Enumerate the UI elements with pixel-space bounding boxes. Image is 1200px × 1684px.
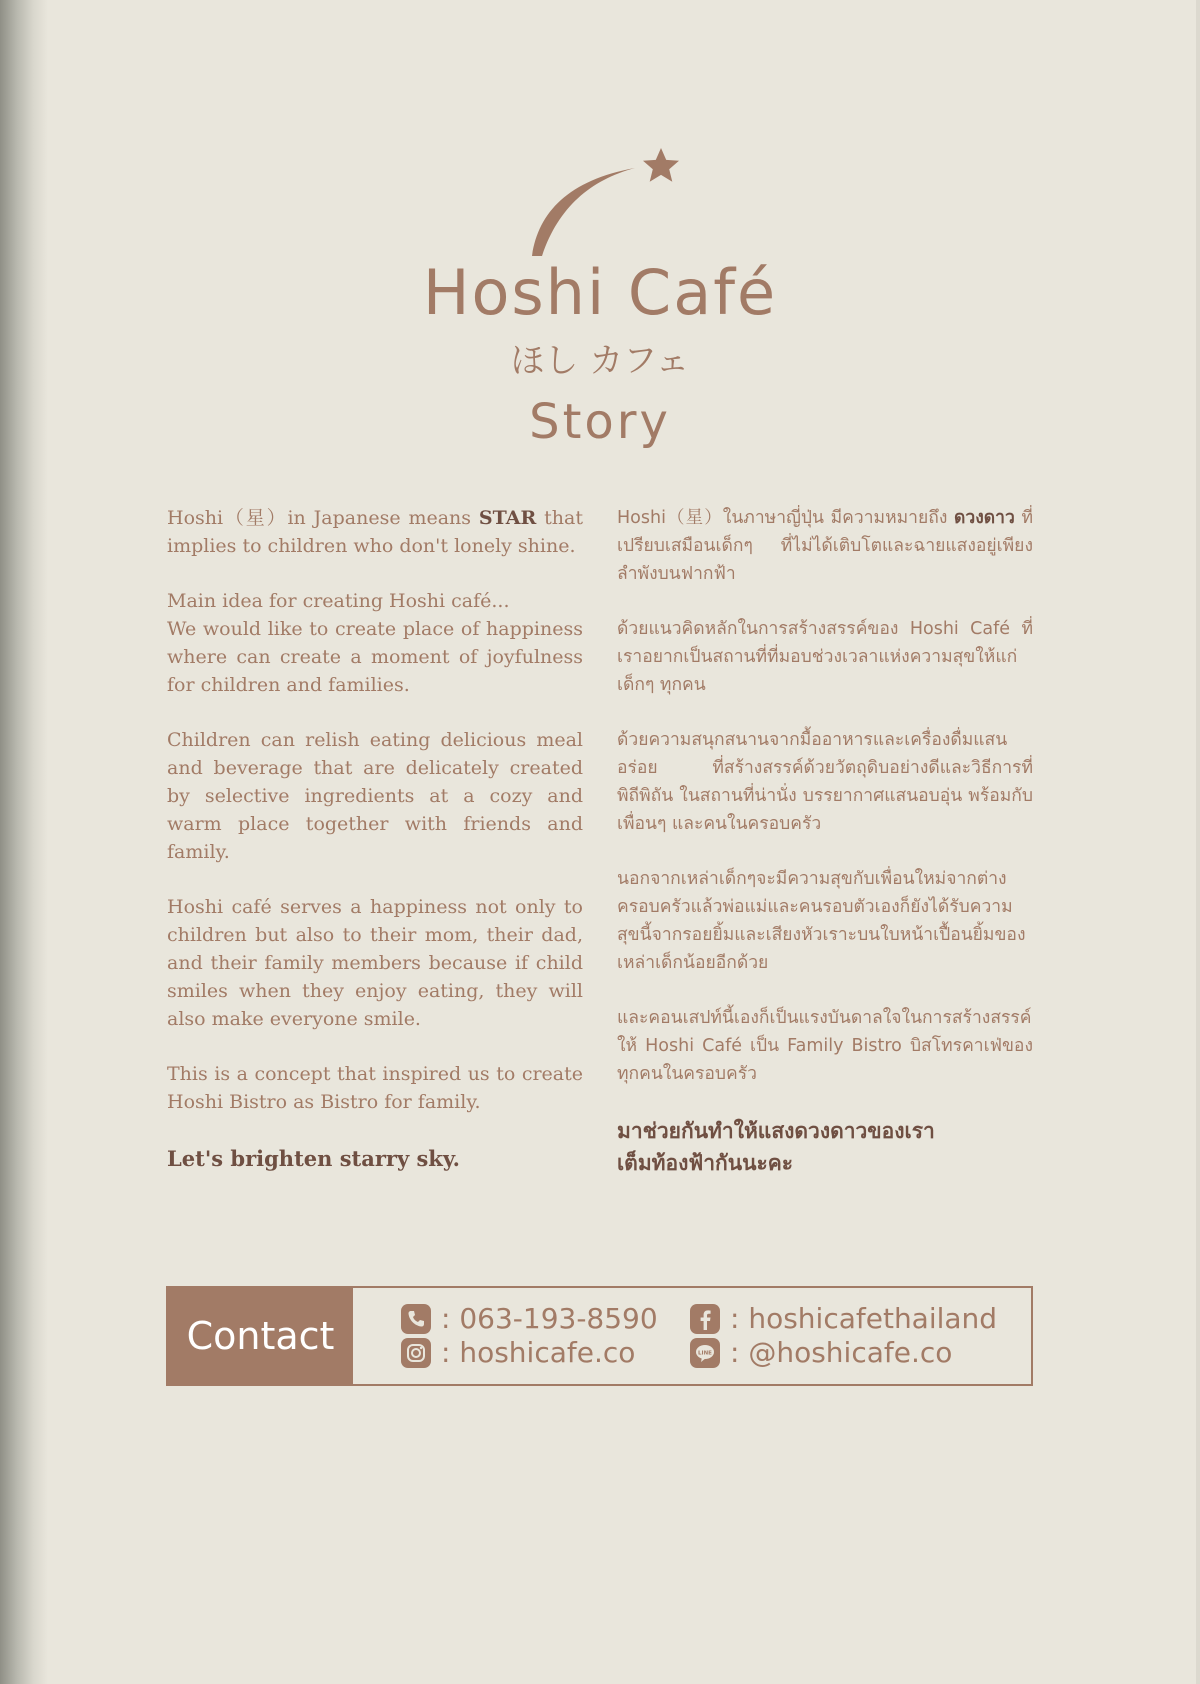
page-edge — [1196, 0, 1200, 1684]
shooting-star-icon — [520, 138, 690, 263]
thai-story-column — [617, 504, 1033, 1206]
thai-closing-line — [617, 1115, 1033, 1179]
line-icon — [690, 1338, 720, 1368]
contact-line-id: : @hoshicafe.co — [730, 1336, 953, 1369]
contact-phone[interactable] — [401, 1304, 658, 1334]
contact-phone-number: : 063-193-8590 — [441, 1302, 658, 1335]
english-p1-text-end: that implies to children who don't lonely shine. — [167, 507, 584, 557]
contact-label: Contact — [168, 1288, 353, 1384]
english-paragraph-4: Hoshi café serves a happiness not only to children but also to their mom, their dad, and their family members because if child smiles when they enjoy eating, they will also make everyone smile. — [167, 896, 583, 1030]
page-binding-shadow — [0, 0, 48, 1684]
english-p2-text: We would like to create place of happiness where can create a moment of joyfulness for children and families. — [167, 618, 583, 696]
thai-paragraph-4: นอกจากเหล่าเด็กๆจะมีความสุขกับเพื่อนใหม่จากต่างครอบครัวแล้วพ่อแม่และคนรอบตัวเองก็ยังได้รับความสุขนี้จากรอยยิ้มและเสียงหัวเราะบนใบหน้าเปื้อนยิ้มของเหล่าเด็กน้อยอีกด้วย — [617, 869, 1026, 973]
english-paragraph-3: Children can relish eating delicious meal and beverage that are delicately created by selective ingredients at a cozy and warm place together with friends and family. — [167, 729, 583, 863]
contact-facebook[interactable] — [690, 1304, 997, 1334]
thai-closing-line-1: มาช่วยกันทำให้แสงดวงดาวของเรา — [617, 1119, 935, 1143]
thai-p1-text: Hoshi（星）ในภาษาญี่ปุ่น มีความหมายถึง — [617, 508, 955, 528]
contact-panel — [166, 1286, 1033, 1386]
thai-star-emphasis: ดวงดาว — [954, 508, 1015, 528]
thai-closing-line-2: เต็มท้องฟ้ากันนะคะ — [617, 1151, 794, 1175]
contact-line[interactable] — [690, 1338, 952, 1368]
phone-icon — [401, 1304, 431, 1334]
thai-paragraph-5: และคอนเสปท์นี้เองก็เป็นแรงบันดาลใจในการสร้างสรรค์ให้ Hoshi Café เป็น Family Bistro บิสโทรคาเฟ่ของทุกคนในครอบครัว — [617, 1008, 1033, 1084]
english-closing-line: Let's brighten starry sky. — [167, 1146, 460, 1171]
thai-paragraph-1 — [617, 504, 1033, 588]
contact-facebook-page: : hoshicafethailand — [730, 1302, 998, 1335]
instagram-icon — [401, 1338, 431, 1368]
english-paragraph-2 — [167, 587, 583, 699]
page-title: Story — [529, 394, 671, 450]
english-p1-text: Hoshi（星）in Japanese means — [167, 507, 479, 529]
facebook-icon — [690, 1304, 720, 1334]
english-p2-heading: Main idea for creating Hoshi café... — [167, 590, 510, 612]
english-paragraph-1 — [167, 504, 583, 560]
brand-name: Hoshi Café — [422, 256, 778, 329]
english-star-emphasis: STAR — [478, 507, 537, 529]
english-paragraph-5: This is a concept that inspired us to create Hoshi Bistro as Bistro for family. — [167, 1063, 583, 1113]
thai-p1-text-end: ที่เปรียบเสมือนเด็กๆ ที่ไม่ได้เติบโตและฉายแสงอยู่เพียงลำพังบนฟากฟ้า — [617, 508, 1033, 584]
contact-instagram-handle: : hoshicafe.co — [441, 1336, 636, 1369]
thai-paragraph-2: ด้วยแนวคิดหลักในการสร้างสรรค์ของ Hoshi Café ที่เราอยากเป็นสถานที่ที่มอบช่วงเวลาแห่งความสุขให้แก่เด็กๆ ทุกคน — [617, 619, 1033, 695]
contact-instagram[interactable] — [401, 1338, 635, 1368]
thai-paragraph-3: ด้วยความสนุกสนานจากมื้ออาหารและเครื่องดื่มแสนอร่อย ที่สร้างสรรค์ด้วยวัตถุดิบอย่างดีและวิธีการที่พิถีพิถัน ในสถานที่น่านั่ง บรรยากาศแสนอบอุ่น พร้อมกับเพื่อนๆ และคนในครอบครัว — [617, 730, 1033, 834]
svg-text:LINE: LINE — [698, 1350, 712, 1357]
english-story-column — [167, 504, 583, 1202]
brand-name-japanese: ほし カフェ — [510, 341, 690, 381]
